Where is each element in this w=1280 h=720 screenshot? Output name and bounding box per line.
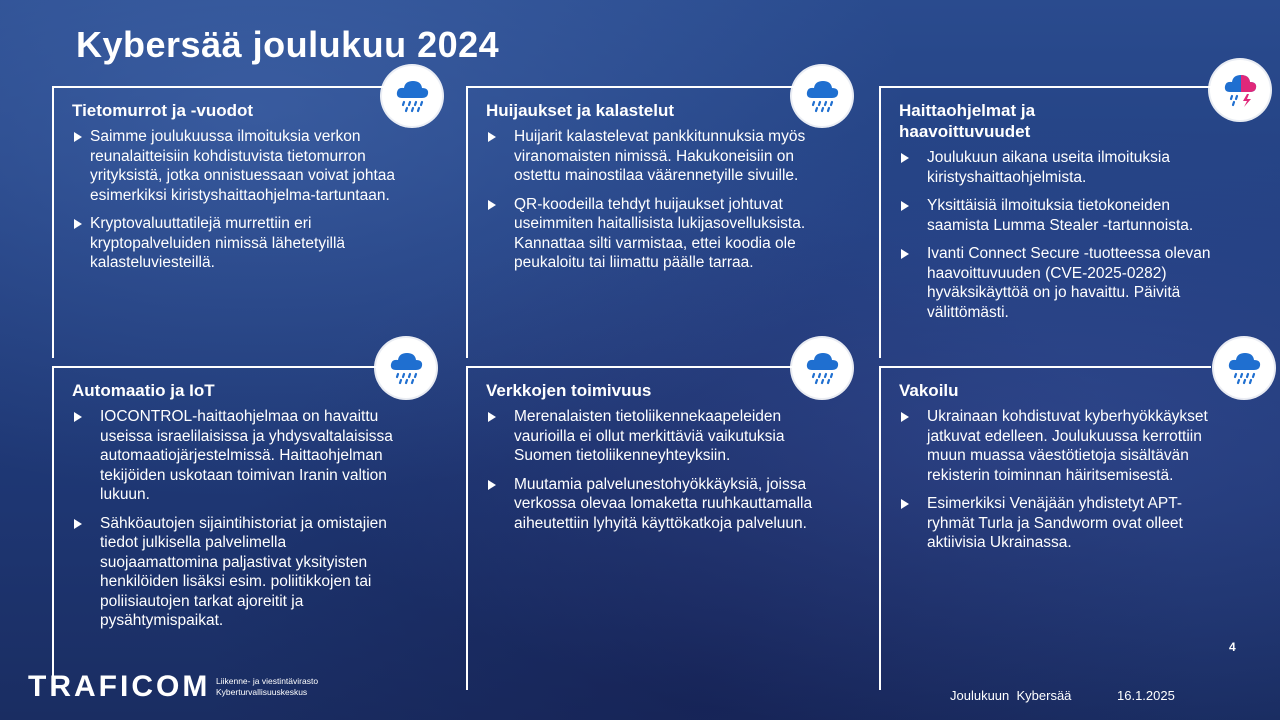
bullet-list xyxy=(486,407,820,533)
page-title: Kybersää joulukuu 2024 xyxy=(76,24,500,65)
list-item: Ukrainaan kohdistuvat kyberhyökkäykset jatkuvat edelleen. Joulukuussa kerrottiin muun muassa väestötietoja sisältävän rekisterin toiminnan häiritsemisestä. xyxy=(899,407,1211,485)
agency-line: Kyberturvallisuuskeskus xyxy=(216,687,308,697)
list-item: Huijarit kalastelevat pankkitunnuksia myös viranomaisten nimissä. Hakukoneisiin on ostettu mainostilaa väärennetyille sivuille. xyxy=(486,127,820,186)
list-item: Yksittäisiä ilmoituksia tietokoneiden saamista Lumma Stealer -tartunnoista. xyxy=(899,196,1211,235)
list-item: Sähköautojen sijaintihistoriat ja omistajien tiedot julkisella palvelimella suojaamattomina paljastivat yksityisten henkilöiden lisäksi esim. poliitikkojen tai poliisiautojen tarkat ajoreitit ja pysähtymispaikat. xyxy=(72,514,406,631)
card-title: Verkkojen toimivuus xyxy=(486,381,652,400)
list-item: Kryptovaluuttatilejä murrettiin eri kryptopalveluiden nimissä lähetetyillä kalasteluviesteillä. xyxy=(72,214,406,273)
card-title: Automaatio ja IoT xyxy=(72,381,215,400)
list-item: Muutamia palvelunestohyökkäyksiä, joissa verkossa olevaa lomaketta ruuhkauttamalla aiheutettiin lyhyitä käyttökatkoja palveluun. xyxy=(486,475,820,534)
card-huijaukset xyxy=(466,86,820,358)
list-item: QR-koodeilla tehdyt huijaukset johtuvat useimmiten haitallisista lukijasovelluksista. Kannattaa silti varmistaa, ettei koodia ole peukaloitu tai liimattu päälle tarraa. xyxy=(486,195,820,273)
list-item: Joulukuun aikana useita ilmoituksia kiristyshaittaohjelmista. xyxy=(899,148,1211,187)
traficom-logo: TRAFICOM xyxy=(28,670,211,703)
thunderstorm-cloud-icon xyxy=(1210,60,1270,120)
rain-cloud-icon xyxy=(382,66,442,126)
list-item: Esimerkiksi Venäjään yhdistetyt APT-ryhmät Turla ja Sandworm ovat olleet aktiivisia Ukrainassa. xyxy=(899,494,1211,553)
bullet-list xyxy=(899,148,1211,322)
card-vakoilu xyxy=(879,366,1211,690)
rain-cloud-icon xyxy=(792,66,852,126)
bullet-list xyxy=(72,407,406,631)
agency-name xyxy=(216,676,318,698)
report-date: 16.1.2025 xyxy=(1117,688,1175,703)
report-name: Joulukuun Kybersää xyxy=(950,688,1072,703)
agency-line: Liikenne- ja viestintävirasto xyxy=(216,676,319,686)
list-item: IOCONTROL-haittaohjelmaa on havaittu useissa israelilaisissa ja yhdysvaltalaisissa automaatiojärjestelmissä. Haittaohjelman tekijöiden uskotaan toimivan Iranin valtion lukuun. xyxy=(72,407,406,505)
card-tietomurrot xyxy=(52,86,406,358)
card-haittaohjelmat xyxy=(879,86,1211,358)
bullet-list xyxy=(486,127,820,273)
list-item: Ivanti Connect Secure -tuotteessa olevan haavoittuvuuden (CVE-2025-0282) hyväksikäyttöä on jo havaittu. Päivitä välittömästi. xyxy=(899,244,1211,322)
card-title: Tietomurrot ja -vuodot xyxy=(72,101,254,120)
page-number: 4 xyxy=(1229,640,1236,654)
list-item: Merenalaisten tietoliikennekaapeleiden vaurioilla ei ollut merkittäviä vaikutuksia Suomen tietoliikenneyhteyksiin. xyxy=(486,407,820,466)
rain-cloud-icon xyxy=(792,338,852,398)
card-title: Vakoilu xyxy=(899,381,959,400)
card-automaatio xyxy=(52,366,406,690)
bullet-list xyxy=(72,127,406,273)
bullet-list xyxy=(899,407,1211,553)
rain-cloud-icon xyxy=(1214,338,1274,398)
card-verkkojen-toimivuus xyxy=(466,366,820,690)
list-item: Saimme joulukuussa ilmoituksia verkon reunalaitteisiin kohdistuvista tietomurron yrityksistä, jotka onnistuessaan voivat johtaa esimerkiksi kiristyshaittaohjelma-tartuntaan. xyxy=(72,127,406,205)
card-title: Huijaukset ja kalastelut xyxy=(486,101,675,120)
rain-cloud-icon xyxy=(376,338,436,398)
card-title: Haittaohjelmat ja haavoittuvuudet xyxy=(899,101,1036,141)
